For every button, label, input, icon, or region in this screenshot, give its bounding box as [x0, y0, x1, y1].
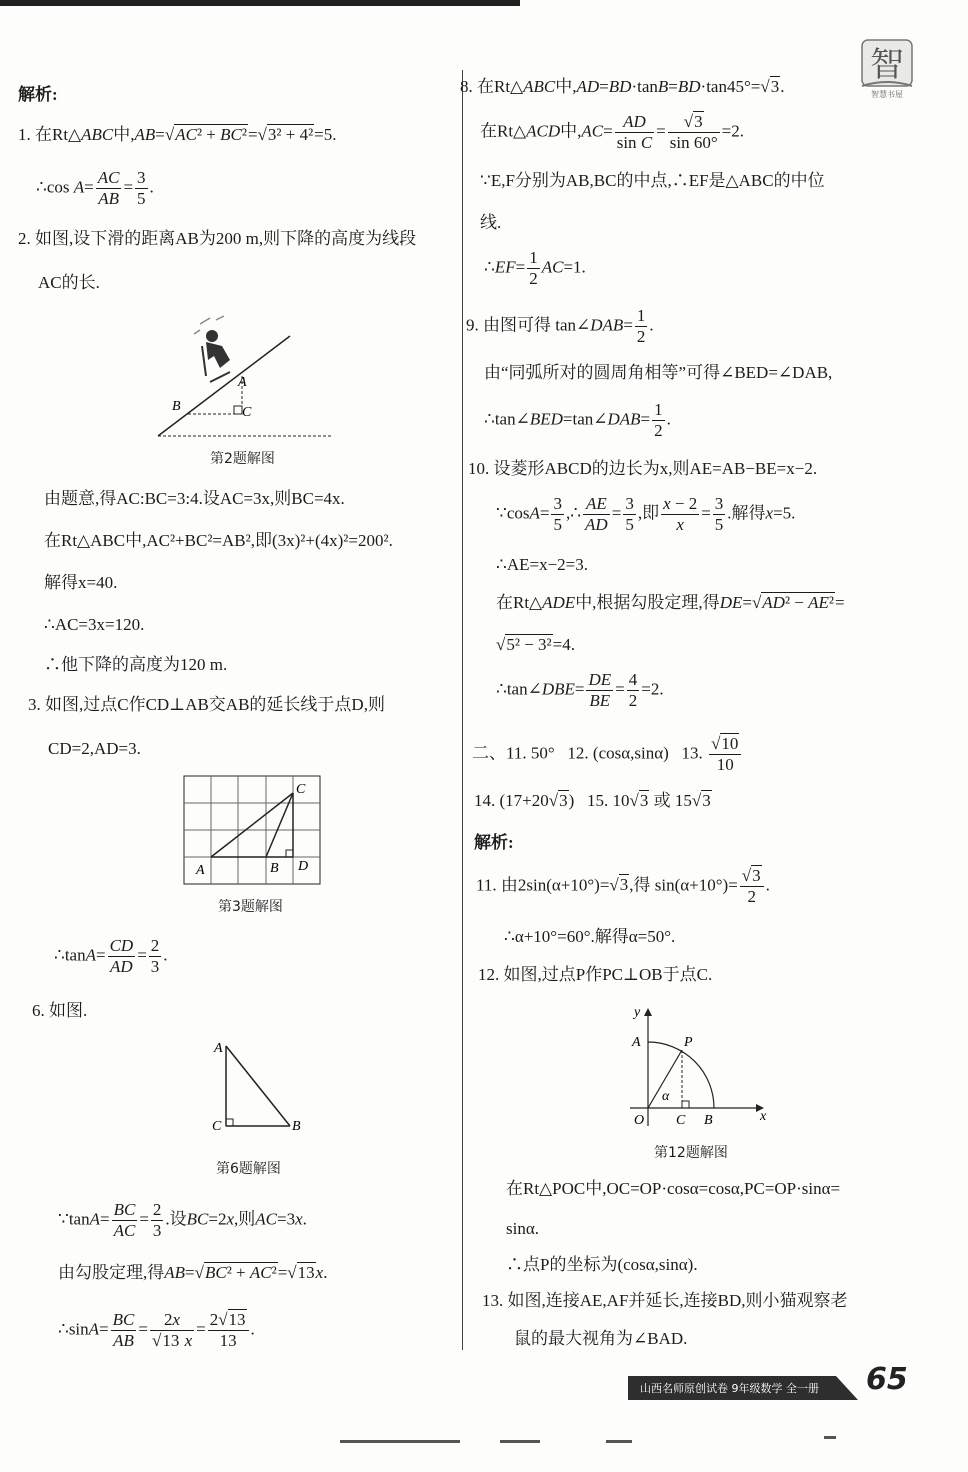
- skier-icon: [194, 316, 230, 382]
- svg-text:智慧书屋: 智慧书屋: [871, 90, 903, 99]
- q3-line3: ∴tanA= $\frac{CD}{AD}$ = $\frac{2}{3}$ .: [54, 936, 168, 976]
- svg-text:A: A: [196, 863, 205, 878]
- footer-text: 山西名师原创试卷 9年级数学 全一册: [640, 1382, 819, 1395]
- q2-line1: 2. 如图,设下滑的距离AB为200 m,则下降的高度为线段: [18, 229, 417, 248]
- q11-line2: ∴α+10°=60°.解得α=50°.: [504, 927, 676, 946]
- q6-line3: 由勾股定理,得AB=√BC² + AC²=√13x.: [58, 1263, 328, 1282]
- q6-line4: ∴sinA= $\frac{BC}{AB}$ = $\frac{2x}{√13 x}$ = $\frac{2√13}{13}$ .: [58, 1310, 255, 1350]
- q2-line5: 解得x=40.: [44, 573, 118, 592]
- scan-mark: [500, 1440, 540, 1443]
- q9-line1: 9. 由图可得 tan∠DAB= $\frac{1}{2}$ .: [466, 306, 654, 346]
- svg-text:C: C: [212, 1119, 222, 1134]
- analysis-heading-2: 解析:: [474, 833, 514, 852]
- q2-line6: ∴AC=3x=120.: [44, 615, 145, 634]
- q8-line2: 在Rt△ACD中,AC= $\frac{AD}{\text{sin C}}$ = $\frac{√3}{\sin 60^\circ}$ =2.: [480, 112, 744, 152]
- fig3-grid-diagram: [180, 772, 326, 888]
- q6-line1: 6. 如图.: [32, 1001, 88, 1020]
- column-divider: [462, 70, 463, 1350]
- fig6-caption: 第6题解图: [216, 1161, 281, 1177]
- fig2-skier-slope: [150, 312, 340, 442]
- q2-line7: ∴他下降的高度为120 m.: [44, 655, 228, 674]
- q1-line1: 1. 在Rt△ABC中,AB=√AC² + BC²=√3² + 4²=5.: [18, 125, 337, 144]
- svg-text:B: B: [172, 399, 181, 414]
- q13-line2: 鼠的最大视角为∠BAD.: [514, 1329, 688, 1348]
- svg-text:B: B: [704, 1113, 713, 1128]
- q12-line1: 12. 如图,过点P作PC⊥OB于点C.: [478, 965, 713, 984]
- q10-line2: ∵cosA= $\frac{3}{5}$ ,∴ $\frac{AE}{AD}$ = $\frac{3}{5}$ ,即 $\frac{x - 2}{x}$ = $\frac{3}{5}$ .解得x=5.: [496, 494, 796, 534]
- fig6-right-triangle: [206, 1036, 316, 1136]
- q12-line4: ∴点P的坐标为(cosα,sinα).: [506, 1255, 698, 1274]
- top-edge-bar: [0, 0, 520, 6]
- svg-text:P: P: [684, 1035, 693, 1050]
- q12-line3: sinα.: [506, 1219, 539, 1238]
- q1-line2: ∴cos A= $\frac{AC}{AB}$ = $\frac{3}{5}$ .: [36, 168, 154, 208]
- svg-text:O: O: [634, 1113, 645, 1128]
- footer-band: [628, 1376, 858, 1400]
- q11-line1: 11. 由2sin(α+10°)=√3,得 sin(α+10°)= $\frac{√3}{2}$ .: [476, 866, 770, 906]
- q10-line1: 10. 设菱形ABCD的边长为x,则AE=AB−BE=x−2.: [468, 459, 818, 478]
- page-number: 65: [866, 1362, 908, 1397]
- scan-mark: [606, 1440, 632, 1443]
- q2-line4: 在Rt△ABC中,AC²+BC²=AB²,即(3x)²+(4x)²=200².: [44, 531, 393, 550]
- q10-line3: ∴AE=x−2=3.: [496, 555, 588, 574]
- q10-line6: ∴tan∠DBE= $\frac{DE}{BE}$ = $\frac{4}{2}$ =2.: [496, 670, 664, 710]
- svg-text:C: C: [242, 405, 252, 420]
- q2-line3: 由题意,得AC:BC=3:4.设AC=3x,则BC=4x.: [44, 489, 345, 508]
- q10-line4: 在Rt△ADE中,根据勾股定理,得DE=√AD² − AE²=: [496, 593, 845, 612]
- analysis-heading: 解析:: [18, 85, 58, 104]
- q13-line1: 13. 如图,连接AE,AF并延长,连接BD,则小猫观察老: [482, 1291, 848, 1310]
- q10-line5: √5² − 3²=4.: [496, 635, 575, 654]
- q3-line1: 3. 如图,过点C作CD⊥AB交AB的延长线于点D,则: [28, 695, 385, 714]
- fig2-caption: 第2题解图: [210, 451, 275, 467]
- q12-line2: 在Rt△POC中,OC=OP·cosα=cosα,PC=OP·sinα=: [506, 1179, 841, 1198]
- svg-text:A: A: [214, 1041, 223, 1056]
- svg-text:y: y: [634, 1005, 641, 1020]
- q6-line2: ∵tanA= $\frac{BC}{AC}$ = $\frac{2}{3}$ .设BC=2x,则AC=3x.: [58, 1200, 307, 1240]
- scan-mark: [824, 1436, 836, 1439]
- q8-line1: 8. 在Rt△ABC中,AD=BD·tanB=BD·tan45°=√3.: [460, 77, 785, 96]
- fig12-unit-circle: [620, 1002, 770, 1132]
- svg-text:C: C: [676, 1113, 686, 1128]
- q9-line3: ∴tan∠BED=tan∠DAB= $\frac{1}{2}$ .: [484, 400, 671, 440]
- q2-line2: AC的长.: [38, 273, 100, 292]
- svg-text:A: A: [632, 1035, 641, 1050]
- svg-text:智: 智: [870, 47, 904, 84]
- section2-line2: 14. (17+20√3) 15. 10√3 或 15√3: [474, 791, 711, 810]
- svg-text:D: D: [298, 859, 309, 874]
- svg-text:A: A: [238, 375, 247, 390]
- svg-text:C: C: [296, 782, 306, 797]
- svg-text:B: B: [292, 1119, 301, 1134]
- q8-line5: ∴EF= $\frac{1}{2}$ AC=1.: [484, 248, 586, 288]
- section2-line1: 二、11. 50° 12. (cosα,sinα) 13. $\frac{√10}{10}$: [472, 734, 743, 775]
- q9-line2: 由“同弧所对的圆周角相等”可得∠BED=∠DAB,: [484, 363, 833, 382]
- svg-text:x: x: [760, 1109, 767, 1124]
- fig12-caption: 第12题解图: [654, 1145, 728, 1161]
- q3-line2: CD=2,AD=3.: [48, 739, 141, 758]
- scan-mark: [340, 1440, 460, 1443]
- q8-line3: ∵E,F分别为AB,BC的中点,∴EF是△ABC的中位: [480, 171, 825, 190]
- q8-line4: 线.: [480, 213, 502, 232]
- fig3-caption: 第3题解图: [218, 899, 283, 915]
- publisher-logo: [858, 38, 918, 100]
- svg-text:α: α: [662, 1089, 670, 1104]
- svg-text:B: B: [270, 861, 279, 876]
